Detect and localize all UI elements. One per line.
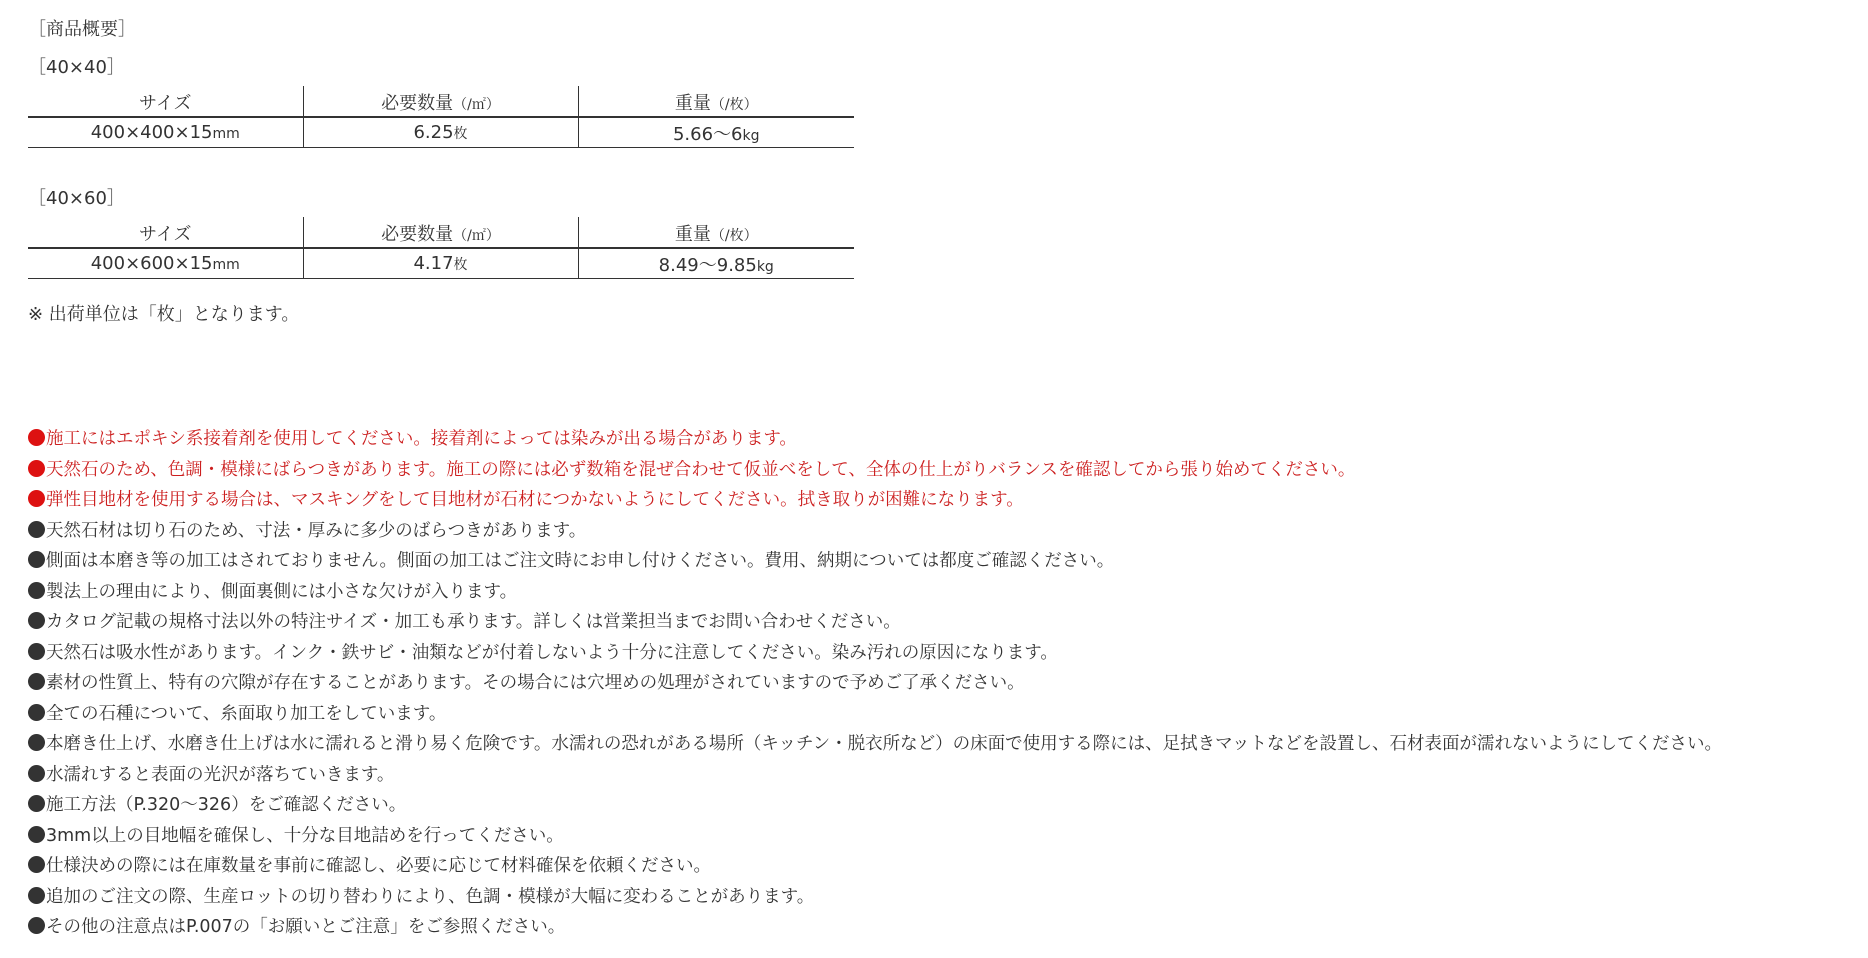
note-item [28, 729, 1722, 760]
warning-item [28, 455, 1722, 486]
note-text: 天然石は吸水性があります。インク・鉄サビ・油類などが付着しないよう十分に注意してください。染み汚れの原因になります。 [46, 642, 1058, 663]
note-item [28, 821, 1722, 852]
header-size-label: サイズ [138, 224, 192, 245]
bullet-icon [28, 521, 45, 538]
table-row [28, 248, 854, 279]
header-weight-unit: （/枚） [710, 228, 758, 244]
table-header-row [28, 217, 854, 248]
cell-quantity-unit: 枚 [453, 257, 468, 273]
note-item [28, 577, 1722, 608]
bullet-icon [28, 887, 45, 904]
warning-item [28, 424, 1722, 455]
table-label-40x60: ［40×60］ [28, 188, 125, 209]
bullet-icon [28, 612, 45, 629]
note-text: 素材の性質上、特有の穴隙が存在することがあります。その場合には穴埋めの処理がされていますので予めご了承ください。 [46, 673, 1025, 693]
header-weight-label: 重量 [674, 93, 711, 114]
cell-size-unit: mm [212, 126, 240, 142]
spec-table-40x40 [28, 86, 854, 148]
bullet-icon [28, 795, 45, 812]
bullet-icon [28, 917, 45, 934]
note-text: 追加のご注文の際、生産ロットの切り替わりにより、色調・模様が大幅に変わることがあります。 [46, 886, 815, 907]
bullet-icon [28, 734, 45, 751]
header-weight-label: 重量 [674, 224, 711, 245]
shipping-unit-note: ※ 出荷単位は「枚」となります。 [28, 304, 300, 325]
cell-weight-value: 8.49〜9.85 [658, 254, 757, 276]
cell-quantity [303, 117, 578, 148]
note-item [28, 851, 1722, 882]
note-text: 製法上の理由により、側面裏側には小さな欠けが入ります。 [46, 581, 518, 602]
header-quantity-label: 必要数量 [381, 93, 454, 114]
header-size-label: サイズ [138, 93, 192, 114]
header-quantity-label: 必要数量 [381, 224, 454, 245]
section-heading: ［商品概要］ [28, 19, 136, 40]
table-row [28, 117, 854, 148]
bullet-icon [28, 643, 45, 660]
note-text: 側面は本磨き等の加工はされておりません。側面の加工はご注文時にお申し付けください。費用、納期については都度ご確認ください。 [46, 551, 1115, 571]
cell-size-value: 400×400×15 [90, 122, 213, 143]
bullet-icon [28, 765, 45, 782]
warning-text: 施工にはエポキシ系接着剤を使用してください。接着剤によっては染みが出る場合があります。 [46, 429, 797, 449]
cell-size [28, 248, 303, 279]
bullet-icon [28, 551, 45, 568]
note-item [28, 607, 1722, 638]
header-quantity [303, 86, 578, 117]
header-weight [578, 86, 854, 117]
note-text: 水濡れすると表面の光沢が落ちていきます。 [46, 764, 395, 785]
header-weight-unit: （/枚） [710, 97, 758, 113]
note-text: その他の注意点はP.007の「お願いとご注意」をご参照ください。 [46, 917, 566, 937]
bullet-icon [28, 856, 45, 873]
bullet-icon [28, 826, 45, 843]
header-quantity [303, 217, 578, 248]
cell-weight-value: 5.66〜6 [672, 123, 743, 145]
header-size [28, 86, 303, 117]
header-size [28, 217, 303, 248]
header-weight [578, 217, 854, 248]
note-text: 全ての石種について、糸面取り加工をしています。 [46, 703, 447, 724]
note-text: 本磨き仕上げ、水磨き仕上げは水に濡れると滑り易く危険です。水濡れの恐れがある場所（キッチン・脱衣所など）の床面で使用する際には、足拭きマットなどを設置し、石材表面が濡れないようにしてください。 [46, 734, 1722, 754]
note-text: 天然石材は切り石のため、寸法・厚みに多少のばらつきがあります。 [46, 520, 587, 541]
note-item [28, 790, 1722, 821]
header-quantity-unit: （/㎡） [453, 97, 500, 113]
cell-quantity-value: 4.17 [413, 253, 454, 274]
cell-weight [578, 248, 854, 279]
table-label-40x40: ［40×40］ [28, 57, 125, 78]
cell-quantity-unit: 枚 [453, 126, 468, 142]
cell-weight-unit: kg [742, 127, 760, 144]
cell-weight [578, 117, 854, 148]
cell-size-value: 400×600×15 [90, 253, 213, 274]
spec-table-40x60 [28, 217, 854, 279]
warning-text: 天然石のため、色調・模様にばらつきがあります。施工の際には必ず数箱を混ぜ合わせて仮並べをして、全体の仕上がりバランスを確認してから張り始めてください。 [46, 459, 1356, 480]
note-item [28, 699, 1722, 730]
warning-item [28, 485, 1722, 516]
note-item [28, 638, 1722, 669]
note-item [28, 546, 1722, 577]
bullet-icon [28, 704, 45, 721]
table-header-row [28, 86, 854, 117]
note-text: 仕様決めの際には在庫数量を事前に確認し、必要に応じて材料確保を依頼ください。 [46, 856, 711, 876]
note-text: 3mm以上の目地幅を確保し、十分な目地詰めを行ってください。 [46, 825, 564, 846]
bullet-icon [28, 582, 45, 599]
bullet-icon [28, 460, 45, 477]
cell-size [28, 117, 303, 148]
warning-text: 弾性目地材を使用する場合は、マスキングをして目地材が石材につかないようにしてください。拭き取りが困難になります。 [46, 490, 1024, 510]
note-text: カタログ記載の規格寸法以外の特注サイズ・加工も承ります。詳しくは営業担当までお問い合わせください。 [46, 612, 901, 632]
cell-quantity-value: 6.25 [413, 122, 454, 143]
cell-weight-unit: kg [756, 258, 774, 275]
caution-list [28, 424, 1722, 943]
bullet-icon [28, 673, 45, 690]
note-item [28, 912, 1722, 943]
note-item [28, 760, 1722, 791]
bullet-icon [28, 490, 45, 507]
header-quantity-unit: （/㎡） [453, 228, 500, 244]
note-item [28, 668, 1722, 699]
note-item [28, 516, 1722, 547]
note-item [28, 882, 1722, 913]
bullet-icon [28, 429, 45, 446]
note-text: 施工方法（P.320〜326）をご確認ください。 [46, 795, 407, 815]
cell-quantity [303, 248, 578, 279]
cell-size-unit: mm [212, 257, 240, 273]
